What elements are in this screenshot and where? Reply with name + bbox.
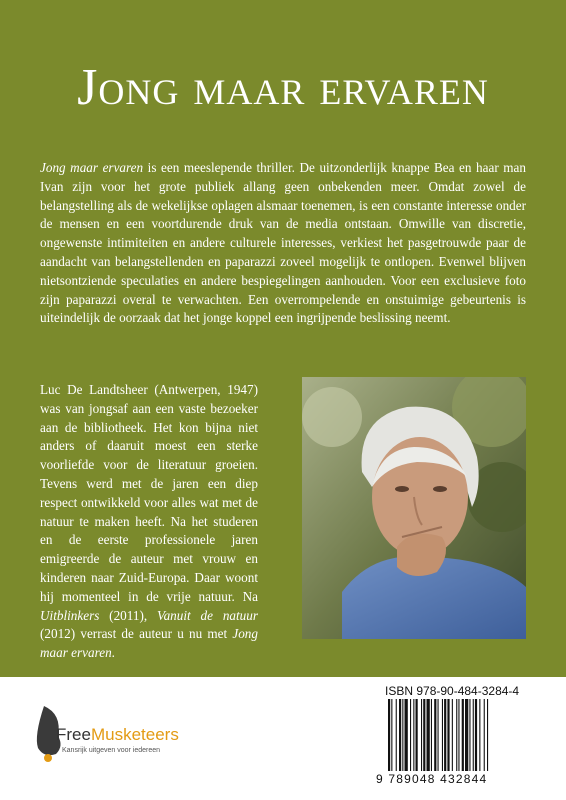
bio-text-4: . xyxy=(111,645,115,661)
barcode-digits: 9 789048 432844 xyxy=(376,772,488,786)
blurb-title-italic: Jong maar ervaren xyxy=(40,160,144,175)
bio-text-3: (2012) verrast de auteur u nu met xyxy=(40,626,233,642)
publisher-name-free: Free xyxy=(56,725,91,744)
author-bio xyxy=(40,381,258,663)
barcode xyxy=(388,699,526,771)
publisher-name xyxy=(56,725,179,745)
bio-book-3: Jong maar ervaren xyxy=(40,626,258,661)
publisher-tagline: Kansrijk uitgeven voor iedereen xyxy=(62,747,161,754)
publisher-name-musketeers: Musketeers xyxy=(90,725,179,744)
bio-book-1: Uitblinkers xyxy=(40,607,100,623)
bio-text-2: (2011), xyxy=(99,607,157,623)
blurb-text: is een meeslepende thriller. De uitzonderlijk knappe Bea en haar man Ivan zijn voor het grote publiek allang geen onbekenden meer. Omdat zowel de belangstelling als de wekelijkse oplagen alsmaar toenemen, is een constante interesse onder de mensen en een voortdurende druk van de media ontstaan. Omwille van discretie, ongewenste intimiteiten en andere culturele interesses, verkiest het pasgetrouwde paar de aandacht van belangstellenden en paparazzi zoveel mogelijk te ontlopen. Evenwel blijven nietsontziende speculaties en andere bespiegelingen aanhouden. Voor een exclusieve foto zijn paparazzi overal te verwachten. Een overrompelende en onstuimige gebeurtenis is uiteindelijk de oorzaak dat het jonge koppel een ingrijpende beslissing neemt. xyxy=(40,160,527,326)
author-photo xyxy=(302,377,526,639)
publisher-logo xyxy=(34,706,184,766)
bio-book-2: Vanuit de natuur xyxy=(157,607,258,623)
bio-text-1: Luc De Landtsheer (Antwerpen, 1947) was van jongsaf aan een vaste bezoeker aan de bibliotheek. Het kon bijna niet anders of daaruit moest een sterke voorliefde voor de literatuur groeien. Tevens werd met de jaren een diep respect ontwikkeld voor alles wat met de natuur te maken heeft. Na het studeren en de eerste professionele jaren emigreerde de auteur met vrouw en kinderen naar Zuid-Europa. Daar woont hij momenteel in de vrije natuur. Na xyxy=(40,382,258,604)
blurb-paragraph xyxy=(40,159,526,328)
isbn-label: ISBN 978-90-484-3284-4 xyxy=(385,684,520,698)
book-title: Jong maar ervaren xyxy=(77,59,489,116)
